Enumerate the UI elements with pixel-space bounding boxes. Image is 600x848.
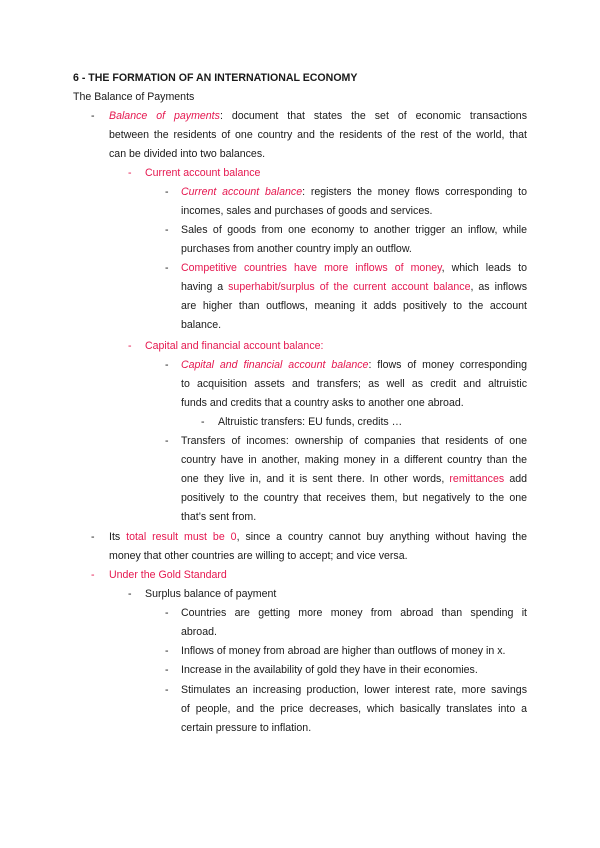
competitive-text: , as inflows [470,281,527,293]
transfers-text: add [504,473,527,485]
total-line-1 [109,531,527,544]
bullet-marker: - [165,186,169,198]
countries-line-2: abroad. [181,626,217,638]
surplus-highlight: superhabit/surplus of the current account balance [228,281,471,293]
total-line-2: money that other countries are willing to accept; and vice versa. [109,550,408,562]
capital-def-term: Capital and financial account balance [181,359,369,371]
competitive-line-1 [181,262,527,275]
total-text: Its [109,531,127,543]
bop-line-1 [109,110,527,123]
current-account-title: Current account balance [145,167,261,179]
bullet-marker: - [165,359,169,371]
current-def-term: Current account balance [181,186,303,198]
bullet-marker: - [165,664,169,676]
bullet-marker: - [165,435,169,447]
current-def-line-2: incomes, sales and purchases of goods and services. [181,205,433,217]
bullet-marker: - [91,531,95,543]
sales-line-2: purchases from another country imply an outflow. [181,243,412,255]
total-text: , since a country cannot buy anything without having the [236,531,527,543]
inflows-line: Inflows of money from abroad are higher than outflows of money in x. [181,645,506,657]
competitive-text: , which leads to [441,262,527,274]
current-def-line-1 [181,186,527,199]
stimulates-line-3: certain pressure to inflation. [181,722,312,734]
competitive-text: having a [181,281,229,293]
remittances-highlight: remittances [449,473,505,485]
sales-line-1: Sales of goods from one economy to another trigger an inflow, while [181,224,527,236]
section-subheading: The Balance of Payments [73,91,195,103]
capital-account-title: Capital and financial account balance: [145,340,324,352]
capital-def-line-2: to acquisition assets and transfers; as well as credit and altruistic [181,378,527,390]
competitive-highlight: Competitive countries have more inflows of money [181,262,442,274]
bullet-marker: - [128,167,132,179]
competitive-line-2 [181,281,527,294]
total-highlight: total result must be 0 [126,531,237,543]
increase-line: Increase in the availability of gold they have in their economies. [181,664,478,676]
bullet-marker: - [91,110,95,122]
capital-def-text: : flows of money corresponding [368,359,527,371]
bullet-marker: - [165,607,169,619]
bop-text: : document that states the set of economic transactions [219,110,527,122]
transfers-line-2: country have in another, making money in a different country than the [181,454,527,466]
bop-term: Balance of payments [109,110,220,122]
bullet-marker: - [165,224,169,236]
current-def-text: : registers the money flows corresponding to [302,186,527,198]
capital-def-line-3: funds and credits that a country asks to another one abroad. [181,397,464,409]
transfers-line-1: Transfers of incomes: ownership of companies that residents of one [181,435,527,447]
bullet-marker: - [128,340,132,352]
surplus-balance-title: Surplus balance of payment [145,588,277,600]
bullet-marker: - [165,684,169,696]
stimulates-line-2: of people, and the price decreases, which basically translates into a [181,703,527,715]
countries-line-1: Countries are getting more money from abroad than spending it [181,607,527,619]
transfers-text: one they live in, and it is sent there. In other words, [181,473,450,485]
competitive-line-4: balance. [181,319,222,331]
bullet-marker: - [165,645,169,657]
bullet-marker: - [128,588,132,600]
bop-line-3: can be divided into two balances. [109,148,266,160]
altruistic-transfers: Altruistic transfers: EU funds, credits … [218,416,403,428]
bullet-marker: - [201,416,205,428]
document-heading: 6 - THE FORMATION OF AN INTERNATIONAL ECONOMY [73,72,358,84]
competitive-line-3: are higher than outflows, meaning it adds positively to the account [181,300,527,312]
transfers-line-5: that’s sent from. [181,511,257,523]
transfers-line-4: positively to the country that receives them, but negatively to the one [181,492,527,504]
transfers-line-3 [181,473,527,486]
capital-def-line-1 [181,359,527,372]
bullet-marker: - [165,262,169,274]
gold-standard-title: Under the Gold Standard [109,569,227,581]
bop-line-2: between the residents of one country and the residents of the rest of the world, that [109,129,527,141]
bullet-marker: - [91,569,95,581]
stimulates-line-1: Stimulates an increasing production, lower interest rate, more savings [181,684,527,696]
